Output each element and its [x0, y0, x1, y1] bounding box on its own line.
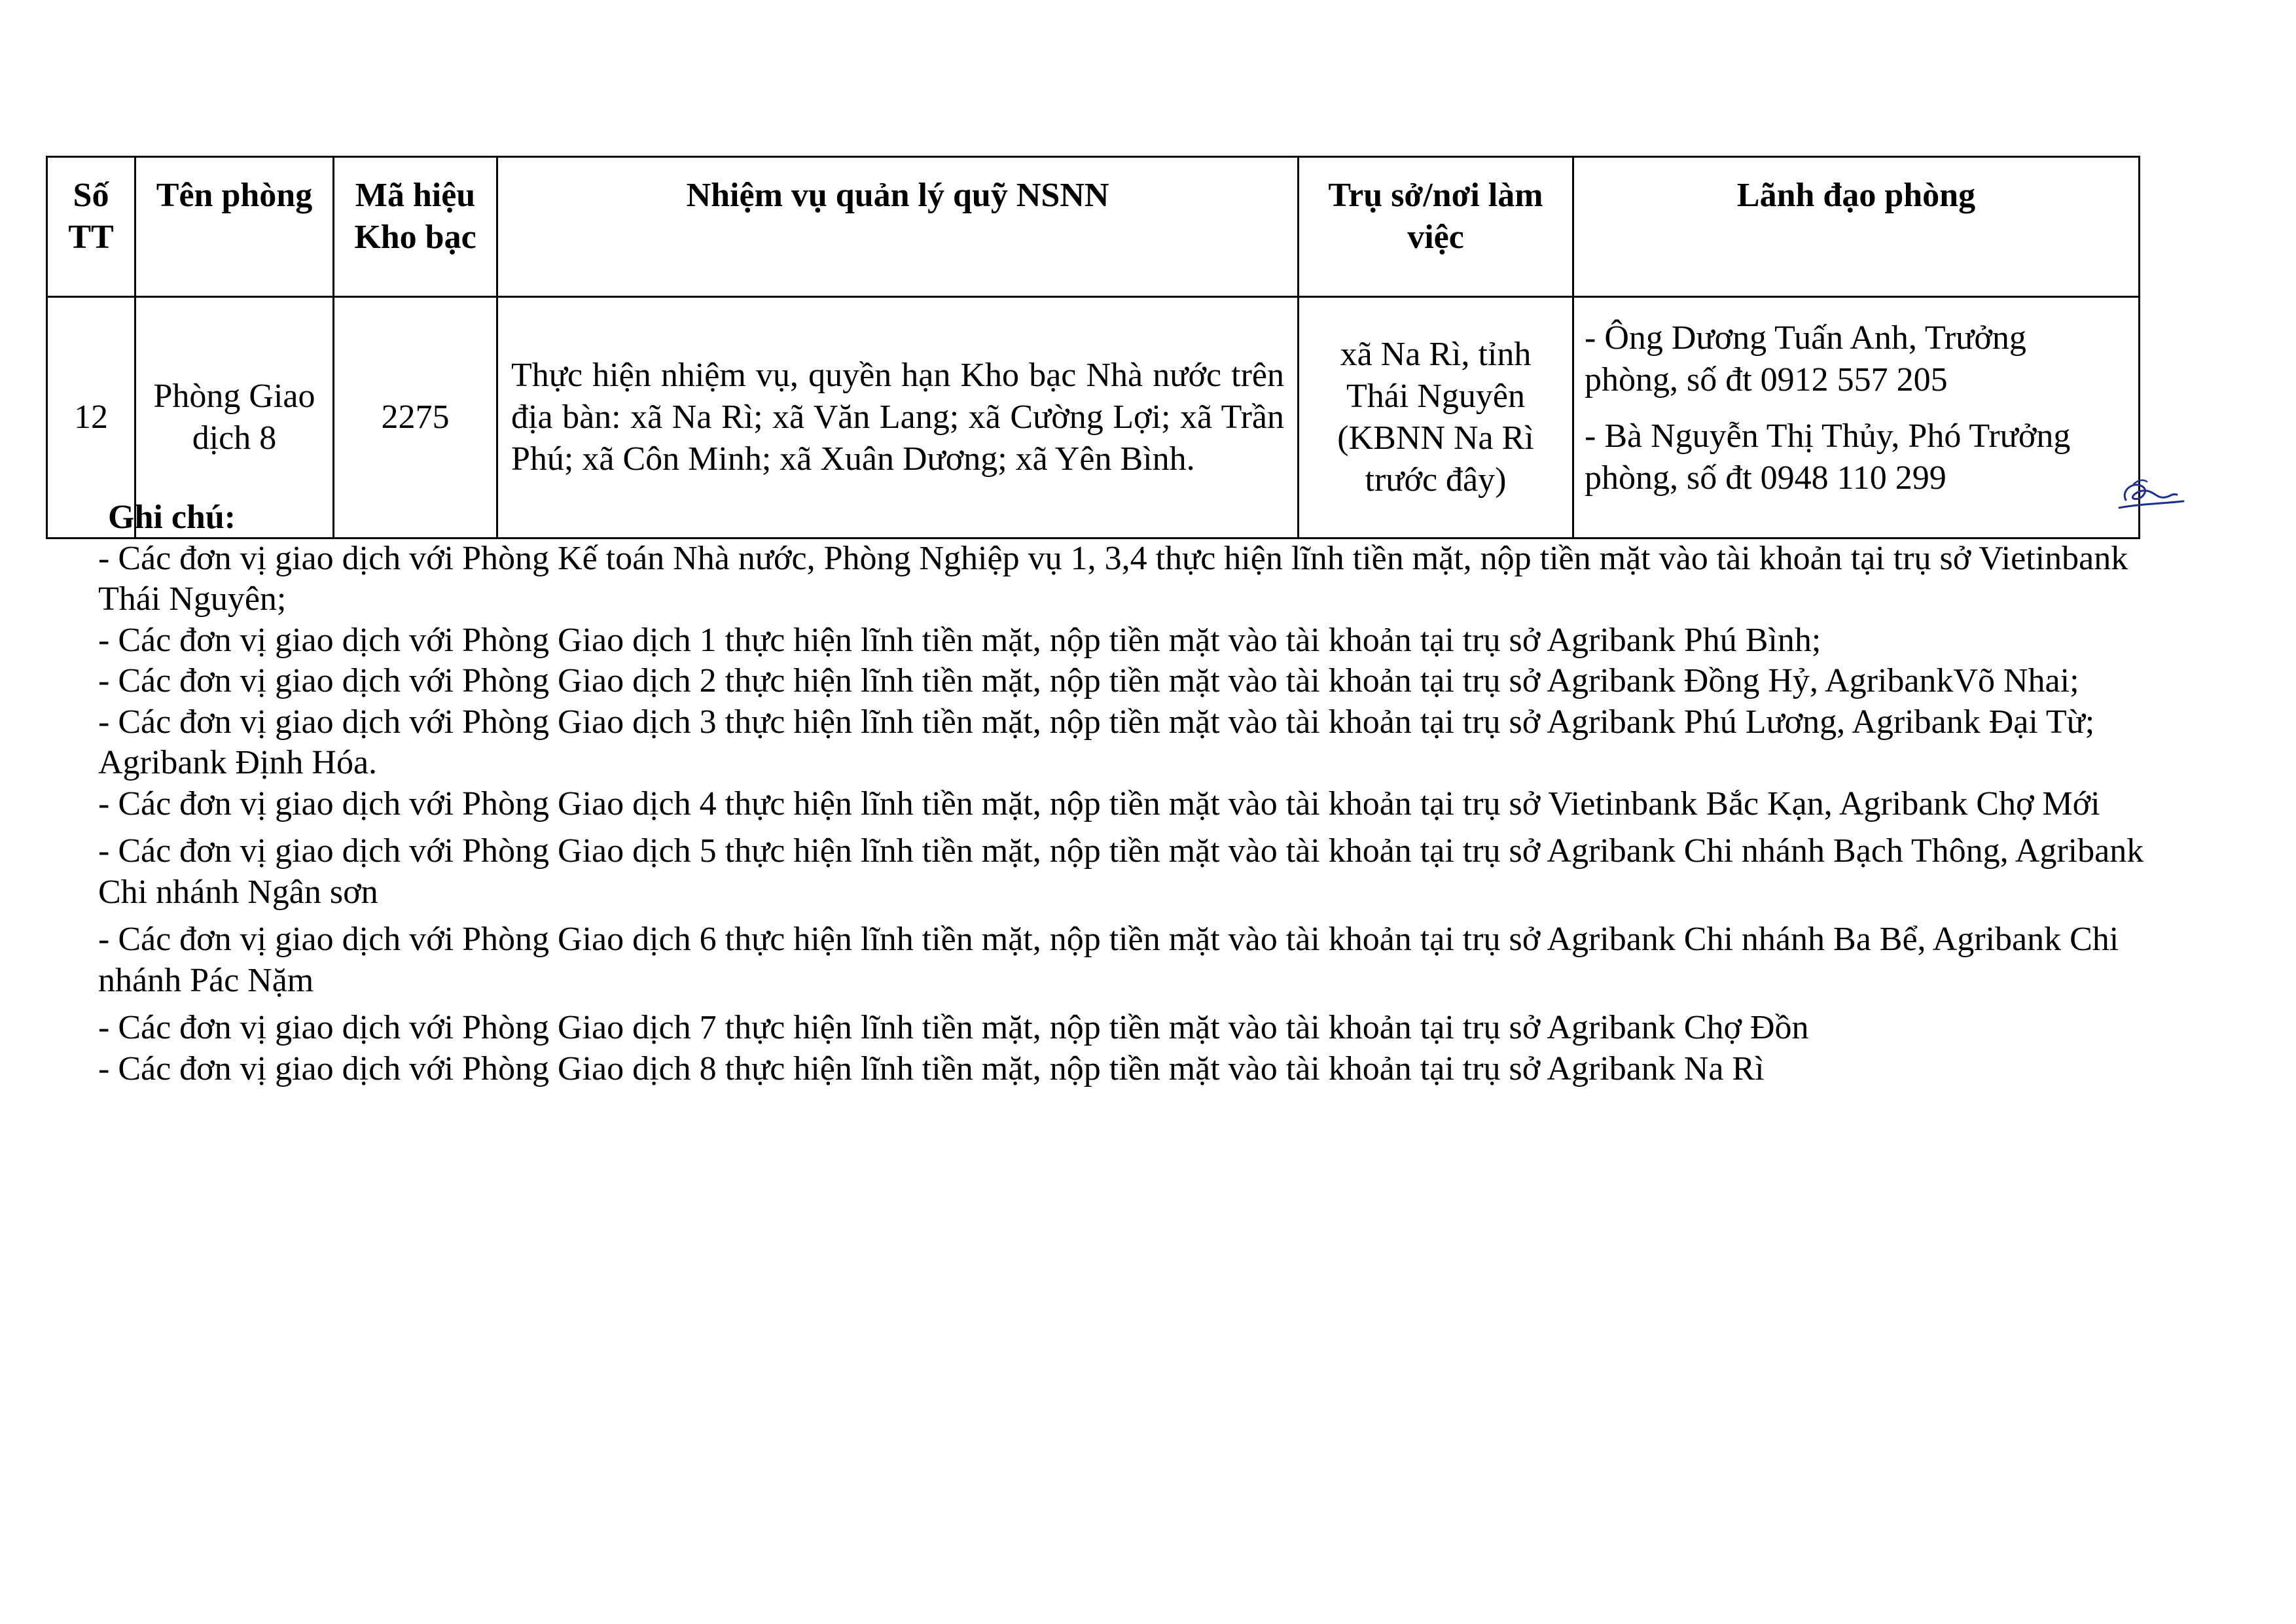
- office-table: [46, 156, 2140, 539]
- header-tru-so: Trụ sở/nơi làm việc: [1299, 157, 1573, 297]
- note-item-pgd-7: - Các đơn vị giao dịch với Phòng Giao dịch 7 thực hiện lĩnh tiền mặt, nộp tiền mặt vào tài khoản tại trụ sở Agribank Chợ Đồn: [98, 1009, 1809, 1046]
- notes-section: [98, 497, 2179, 1089]
- cell-ten-phong: Phòng Giao dịch 8: [135, 297, 334, 538]
- cell-tru-so: xã Na Rì, tỉnh Thái Nguyên (KBNN Na Rì trước đây): [1299, 297, 1573, 538]
- note-item-pgd-2: - Các đơn vị giao dịch với Phòng Giao dịch 2 thực hiện lĩnh tiền mặt, nộp tiền mặt vào tài khoản tại trụ sở Agribank Đồng Hỷ, AgribankVõ Nhai;: [98, 662, 2079, 699]
- note-item-pgd-3: - Các đơn vị giao dịch với Phòng Giao dịch 3 thực hiện lĩnh tiền mặt, nộp tiền mặt vào tài khoản tại trụ sở Agribank Phú Lương, Agribank Đại Từ; Agribank Định Hóa.: [98, 703, 2095, 781]
- note-item-pgd-5: - Các đơn vị giao dịch với Phòng Giao dịch 5 thực hiện lĩnh tiền mặt, nộp tiền mặt vào tài khoản tại trụ sở Agribank Chi nhánh Bạch Thông, Agribank Chi nhánh Ngân sơn: [98, 832, 2144, 911]
- note-item-pgd-6: - Các đơn vị giao dịch với Phòng Giao dịch 6 thực hiện lĩnh tiền mặt, nộp tiền mặt vào tài khoản tại trụ sở Agribank Chi nhánh Ba Bể, Agribank Chi nhánh Pác Nặm: [98, 921, 2119, 999]
- notes-title: Ghi chú:: [108, 499, 236, 536]
- note-item-pgd-1: - Các đơn vị giao dịch với Phòng Giao dịch 1 thực hiện lĩnh tiền mặt, nộp tiền mặt vào tài khoản tại trụ sở Agribank Phú Bình;: [98, 621, 1821, 659]
- note-item-ke-toan: - Các đơn vị giao dịch với Phòng Kế toán Nhà nước, Phòng Nghiệp vụ 1, 3,4 thực hiện lĩnh tiền mặt, nộp tiền mặt vào tài khoản tại trụ sở Vietinbank Thái Nguyên;: [98, 539, 2128, 618]
- cell-ma-hieu: 2275: [334, 297, 497, 538]
- cell-stt: 12: [47, 297, 135, 538]
- header-ma-hieu: Mã hiệu Kho bạc: [334, 157, 497, 297]
- leader-pho-truong-phong: - Bà Nguyễn Thị Thủy, Phó Trưởng phòng, số đt 0948 110 299: [1585, 417, 2071, 497]
- header-lanh-dao: Lãnh đạo phòng: [1573, 157, 2140, 297]
- leader-truong-phong: - Ông Dương Tuấn Anh, Trưởng phòng, số đt 0912 557 205: [1585, 319, 2026, 398]
- header-nhiem-vu: Nhiệm vụ quản lý quỹ NSNN: [497, 157, 1299, 297]
- header-ten-phong: Tên phòng: [135, 157, 334, 297]
- table-header-row: [47, 157, 2140, 297]
- note-item-pgd-8: - Các đơn vị giao dịch với Phòng Giao dịch 8 thực hiện lĩnh tiền mặt, nộp tiền mặt vào tài khoản tại trụ sở Agribank Na Rì: [98, 1050, 1765, 1087]
- cell-nhiem-vu: Thực hiện nhiệm vụ, quyền hạn Kho bạc Nhà nước trên địa bàn: xã Na Rì; xã Văn Lang; xã Cường Lợi; xã Trần Phú; xã Côn Minh; xã Xuân Dương; xã Yên Bình.: [497, 297, 1299, 538]
- note-item-pgd-4: - Các đơn vị giao dịch với Phòng Giao dịch 4 thực hiện lĩnh tiền mặt, nộp tiền mặt vào tài khoản tại trụ sở Vietinbank Bắc Kạn, Agribank Chợ Mới: [98, 785, 2100, 822]
- header-stt: Số TT: [47, 157, 135, 297]
